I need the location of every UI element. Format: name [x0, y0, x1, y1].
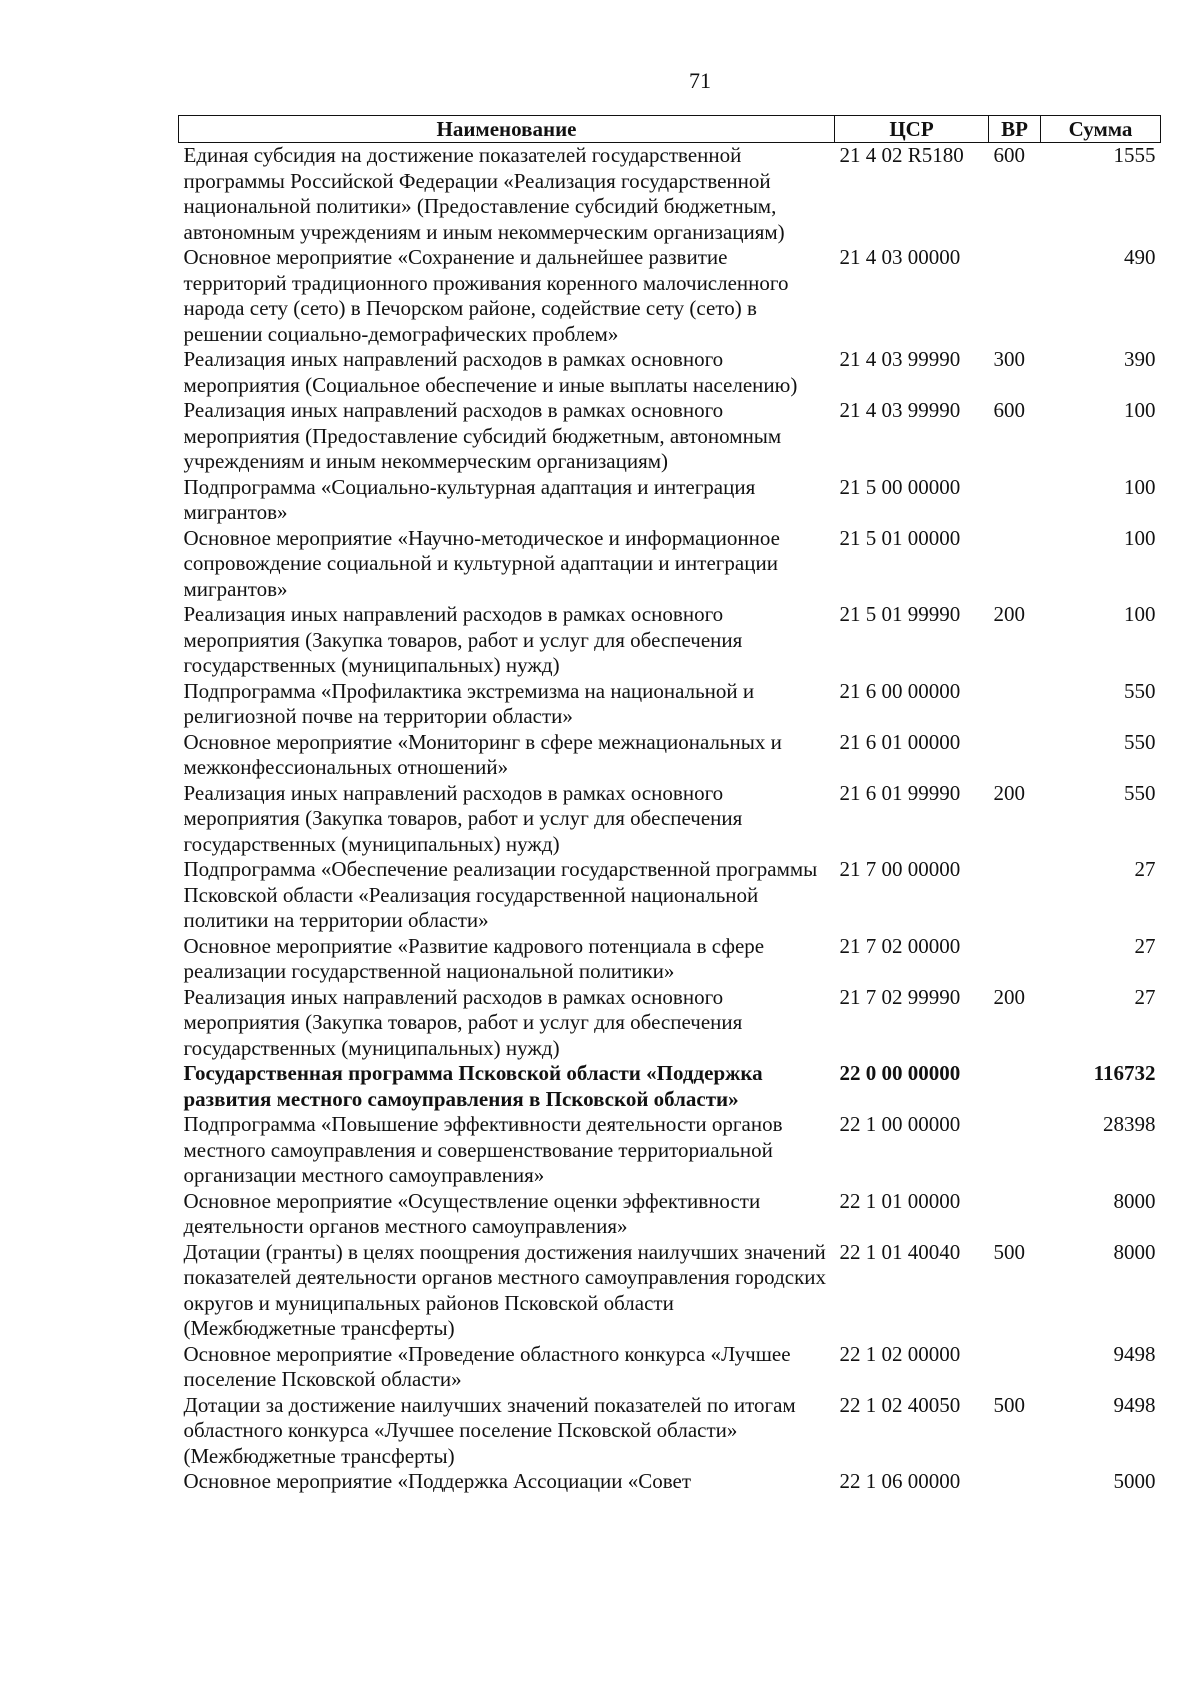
row-name-cell: Основное мероприятие «Сохранение и дальнейшее развитие территорий традиционного проживания коренного малочисленного народа сету (сето) в Печорском районе, содействие сету (сето) в решении социально-демографических проблем»	[183, 245, 789, 346]
row-name-cell: Государственная программа Псковской области «Поддержка развития местного самоуправления в Псковской области»	[183, 1061, 763, 1111]
row-code-cell: 22 1 02 40050	[839, 1392, 961, 1417]
table-row	[179, 1342, 1161, 1393]
row-name-cell: Реализация иных направлений расходов в рамках основного мероприятия (Предоставление субсидий бюджетным, автономным учреждениям и иным некоммерческим организациям)	[183, 398, 782, 473]
table-row	[179, 143, 1161, 246]
table-row	[179, 857, 1161, 934]
row-vr-cell: 200	[993, 984, 1025, 1009]
row-vr-cell	[989, 679, 1041, 730]
row-vr-cell	[989, 730, 1041, 781]
row-name-cell: Реализация иных направлений расходов в рамках основного мероприятия (Закупка товаров, работ и услуг для обеспечения государственных (муниципальных) нужд)	[183, 602, 743, 677]
row-code-cell: 22 1 01 00000	[839, 1188, 961, 1213]
row-code-cell: 21 7 02 00000	[839, 933, 961, 958]
row-code-cell: 21 5 01 99990	[839, 602, 961, 626]
header-name: Наименование	[179, 116, 835, 143]
row-name-cell: Подпрограмма «Социально-культурная адаптация и интеграция мигрантов»	[183, 474, 756, 524]
table-row	[179, 679, 1161, 730]
row-vr-cell	[989, 1469, 1041, 1495]
row-code-cell: 22 1 01 40040	[839, 1239, 961, 1264]
table-row	[179, 1061, 1161, 1112]
row-vr-cell	[989, 245, 1041, 347]
row-name-cell: Основное мероприятие «Поддержка Ассоциации «Совет	[183, 1469, 691, 1493]
row-vr-cell: 200	[993, 602, 1025, 626]
row-name-cell: Подпрограмма «Обеспечение реализации государственной программы Псковской области «Реализация государственной национальной политики на территории области»	[183, 857, 818, 932]
row-sum-cell: 100	[1124, 525, 1156, 550]
header-sum: Сумма	[1041, 116, 1161, 143]
row-vr-cell	[989, 934, 1041, 985]
table-header-row	[179, 116, 1161, 143]
row-code-cell: 21 6 01 00000	[839, 729, 961, 754]
row-code-cell: 21 5 00 00000	[839, 474, 961, 499]
table-row	[179, 730, 1161, 781]
row-code-cell: 21 4 03 99990	[839, 398, 961, 422]
row-sum-cell: 28398	[1103, 1112, 1156, 1136]
row-code-cell: 21 7 00 00000	[839, 857, 961, 881]
row-code-cell: 21 4 03 00000	[839, 245, 961, 269]
row-name-cell: Дотации (гранты) в целях поощрения достижения наилучших значений показателей деятельности органов местного самоуправления городских округов и муниципальных районов Псковской области (Межбюджетные трансферты)	[183, 1239, 827, 1340]
row-sum-cell: 27	[1134, 984, 1156, 1009]
row-name-cell: Реализация иных направлений расходов в рамках основного мероприятия (Социальное обеспечение и иные выплаты населению)	[183, 347, 798, 397]
row-code-cell: 22 1 00 00000	[839, 1112, 961, 1136]
table-row	[179, 1112, 1161, 1189]
row-vr-cell	[989, 526, 1041, 603]
row-sum-cell: 116732	[1093, 1061, 1156, 1085]
row-vr-cell: 500	[993, 1239, 1025, 1264]
table-row	[179, 1469, 1161, 1495]
row-vr-cell: 600	[993, 398, 1025, 422]
page-number: 71	[689, 68, 711, 93]
row-sum-cell: 550	[1124, 678, 1156, 703]
row-vr-cell: 200	[993, 780, 1025, 805]
row-sum-cell: 1555	[1113, 143, 1156, 167]
row-vr-cell: 600	[993, 143, 1025, 167]
table-row	[179, 1393, 1161, 1470]
row-sum-cell: 9498	[1113, 1341, 1156, 1366]
row-sum-cell: 27	[1134, 933, 1156, 958]
table-row	[179, 1189, 1161, 1240]
row-vr-cell	[989, 1061, 1041, 1112]
row-name-cell: Реализация иных направлений расходов в рамках основного мероприятия (Закупка товаров, работ и услуг для обеспечения государственных (муниципальных) нужд)	[183, 780, 743, 856]
budget-table	[178, 115, 1161, 1495]
row-code-cell: 21 5 01 00000	[839, 525, 961, 550]
row-sum-cell: 27	[1134, 857, 1156, 881]
row-code-cell: 21 6 00 00000	[839, 678, 961, 703]
row-code-cell: 21 4 02 R5180	[839, 143, 964, 167]
row-code-cell: 22 0 00 00000	[839, 1061, 961, 1085]
row-name-cell: Реализация иных направлений расходов в рамках основного мероприятия (Закупка товаров, работ и услуг для обеспечения государственных (муниципальных) нужд)	[183, 984, 743, 1060]
row-code-cell: 21 4 03 99990	[839, 347, 961, 371]
row-sum-cell: 390	[1124, 347, 1156, 371]
table-body	[179, 143, 1161, 1495]
row-vr-cell	[989, 475, 1041, 526]
row-sum-cell: 100	[1124, 398, 1156, 422]
row-code-cell: 21 7 02 99990	[839, 984, 961, 1009]
row-code-cell: 22 1 02 00000	[839, 1341, 961, 1366]
row-sum-cell: 550	[1124, 729, 1156, 754]
row-name-cell: Основное мероприятие «Осуществление оценки эффективности деятельности органов местного самоуправления»	[183, 1188, 761, 1238]
row-sum-cell: 8000	[1113, 1239, 1156, 1264]
row-sum-cell: 9498	[1113, 1392, 1156, 1417]
row-sum-cell: 100	[1124, 474, 1156, 499]
table-row	[179, 526, 1161, 603]
row-name-cell: Подпрограмма «Профилактика экстремизма на национальной и религиозной почве на территории области»	[183, 678, 755, 728]
row-sum-cell: 8000	[1113, 1188, 1156, 1213]
row-vr-cell	[989, 1112, 1041, 1189]
header-code: ЦСР	[835, 116, 989, 143]
row-name-cell: Подпрограмма «Повышение эффективности деятельности органов местного самоуправления и совершенствование территориальной организации местного самоуправления»	[183, 1112, 783, 1187]
row-name-cell: Единая субсидия на достижение показателей государственной программы Российской Федерации «Реализация государственной национальной политики» (Предоставление субсидий бюджетным, автономным учреждениям и иным некоммерческим организациям)	[183, 143, 785, 244]
row-sum-cell: 100	[1124, 602, 1156, 626]
table-row	[179, 475, 1161, 526]
table-row	[179, 398, 1161, 475]
row-code-cell: 21 6 01 99990	[839, 780, 961, 805]
row-name-cell: Основное мероприятие «Проведение областного конкурса «Лучшее поселение Псковской области»	[183, 1341, 791, 1391]
table-row	[179, 1240, 1161, 1342]
table-row	[179, 602, 1161, 679]
row-vr-cell	[989, 1189, 1041, 1240]
table-row	[179, 347, 1161, 398]
table-row	[179, 985, 1161, 1062]
row-name-cell: Дотации за достижение наилучших значений показателей по итогам областного конкурса «Лучшее поселение Псковской области» (Межбюджетные трансферты)	[183, 1392, 796, 1468]
row-name-cell: Основное мероприятие «Мониторинг в сфере межнациональных и межконфессиональных отношений»	[183, 729, 782, 779]
table-row	[179, 781, 1161, 858]
row-vr-cell: 300	[993, 347, 1025, 371]
row-sum-cell: 490	[1124, 245, 1156, 269]
table-row	[179, 934, 1161, 985]
row-vr-cell	[989, 1342, 1041, 1393]
row-name-cell: Основное мероприятие «Научно-методическое и информационное сопровождение социальной и культурной адаптации и интеграции мигрантов»	[183, 525, 780, 601]
row-code-cell: 22 1 06 00000	[839, 1469, 961, 1493]
row-name-cell: Основное мероприятие «Развитие кадрового потенциала в сфере реализации государственной национальной политики»	[183, 933, 765, 983]
header-vr: ВР	[989, 116, 1041, 143]
row-sum-cell: 550	[1124, 780, 1156, 805]
row-vr-cell	[989, 857, 1041, 934]
table-row	[179, 245, 1161, 347]
row-vr-cell: 500	[993, 1392, 1025, 1417]
row-sum-cell: 5000	[1113, 1469, 1156, 1493]
